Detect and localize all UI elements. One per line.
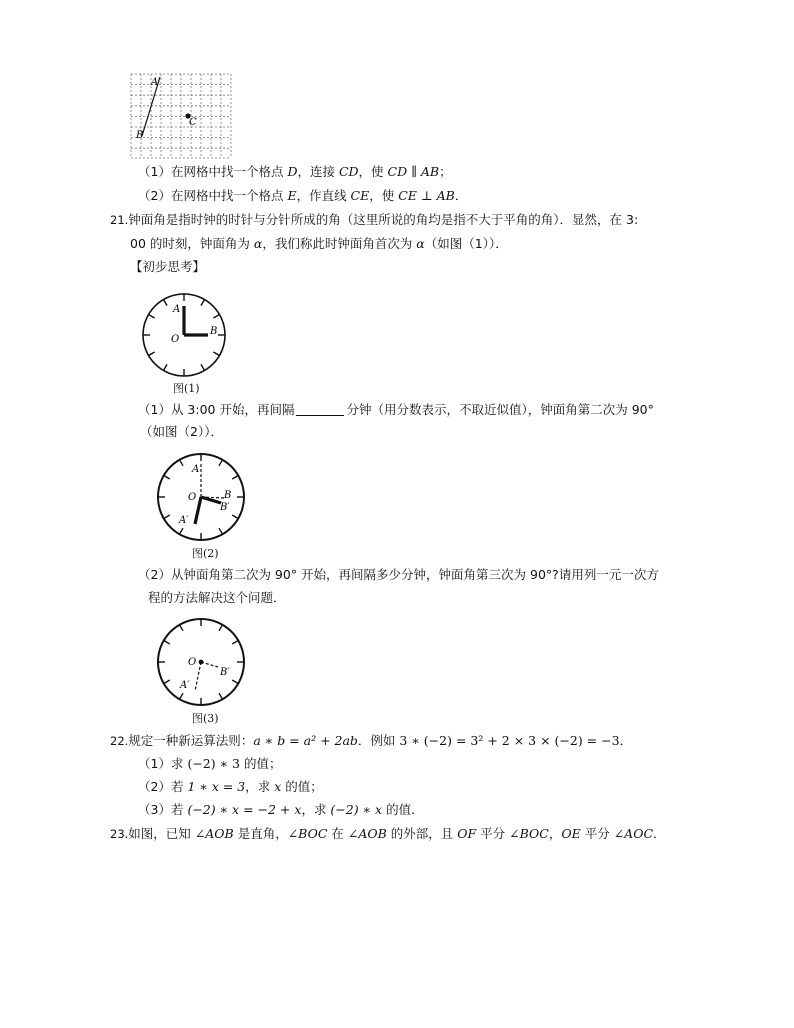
q21-number: 21. — [110, 213, 129, 227]
q20-part1: （1）在网格中找一个格点 D，连接 CD，使 CD ∥ AB； — [138, 164, 452, 179]
answer-blank[interactable] — [296, 403, 344, 416]
q22-intro: 22.规定一种新运算法则：a ∗ b = a² + 2ab．例如 3 ∗ (−2) = 3² + 2 × 3 × (−2) = −3． — [110, 733, 633, 748]
q23-statement: 23.如图，已知 ∠AOB 是直角，∠BOC 在 ∠AOB 的外部，且 OF 平分 ∠BOC，OE 平分 ∠AOC． — [110, 826, 666, 841]
grid-figure-svg — [130, 73, 232, 159]
label-b: B — [136, 130, 144, 141]
q21-part2-line1: （2）从钟面角第二次为 90° 开始，再间隔多少分钟，钟面角第三次为 90°?请用列一元一次方 — [138, 567, 659, 582]
q22-part1: （1）求 (−2) ∗ 3 的值； — [138, 756, 282, 771]
fig2-caption: 图(2) — [192, 547, 219, 560]
clock-figure-2 — [154, 452, 248, 542]
grid-figure — [130, 73, 232, 159]
q21-line1: 21.钟面角是指时钟的时针与分针所成的角（这里所说的角均是指不大于平角的角）．显然，在 3: — [110, 212, 639, 227]
clock-figure-3 — [154, 617, 248, 707]
fig1-caption: 图(1) — [173, 382, 200, 395]
clock2-label-bp: B′ — [220, 502, 230, 513]
q21-part1-line1: （1）从 3:00 开始，再间隔 分钟（用分数表示，不取近似值），钟面角第二次为 90° — [138, 402, 654, 417]
clock2-label-o: O — [188, 492, 197, 503]
q21-part2-line2: 程的方法解决这个问题． — [148, 590, 286, 605]
clock3-center — [199, 660, 204, 665]
section-heading: 【初步思考】 — [130, 259, 206, 274]
clock2-label-b: B — [224, 490, 232, 501]
q21-part1-line2: （如图（2））． — [140, 424, 223, 439]
q20-part2: （2）在网格中找一个格点 E，作直线 CE，使 CE ⊥ AB． — [138, 188, 468, 203]
clock1-label-o: O — [171, 334, 180, 345]
clock3-label-ap: A′ — [180, 680, 190, 691]
q22-number: 22. — [110, 734, 129, 748]
q23-number: 23. — [110, 827, 129, 841]
q22-part3: （3）若 (−2) ∗ x = −2 + x，求 (−2) ∗ x 的值． — [138, 802, 424, 817]
clock2-label-a: A — [192, 464, 200, 475]
q21-line2: 00 的时刻，钟面角为 α，我们称此时钟面角首次为 α（如图（1））． — [130, 236, 508, 251]
clock-figure-1 — [136, 292, 232, 378]
label-a: A — [151, 77, 159, 88]
clock3-label-o: O — [188, 657, 197, 668]
clock1-label-b: B — [210, 326, 218, 337]
q22-part2: （2）若 1 ∗ x = 3，求 x 的值； — [138, 779, 323, 794]
clock3-label-bp: B′ — [220, 667, 230, 678]
clock1-label-a: A — [173, 304, 181, 315]
label-c: C — [189, 117, 197, 128]
clock2-label-ap: A′ — [179, 515, 189, 526]
fig3-caption: 图(3) — [192, 712, 219, 725]
